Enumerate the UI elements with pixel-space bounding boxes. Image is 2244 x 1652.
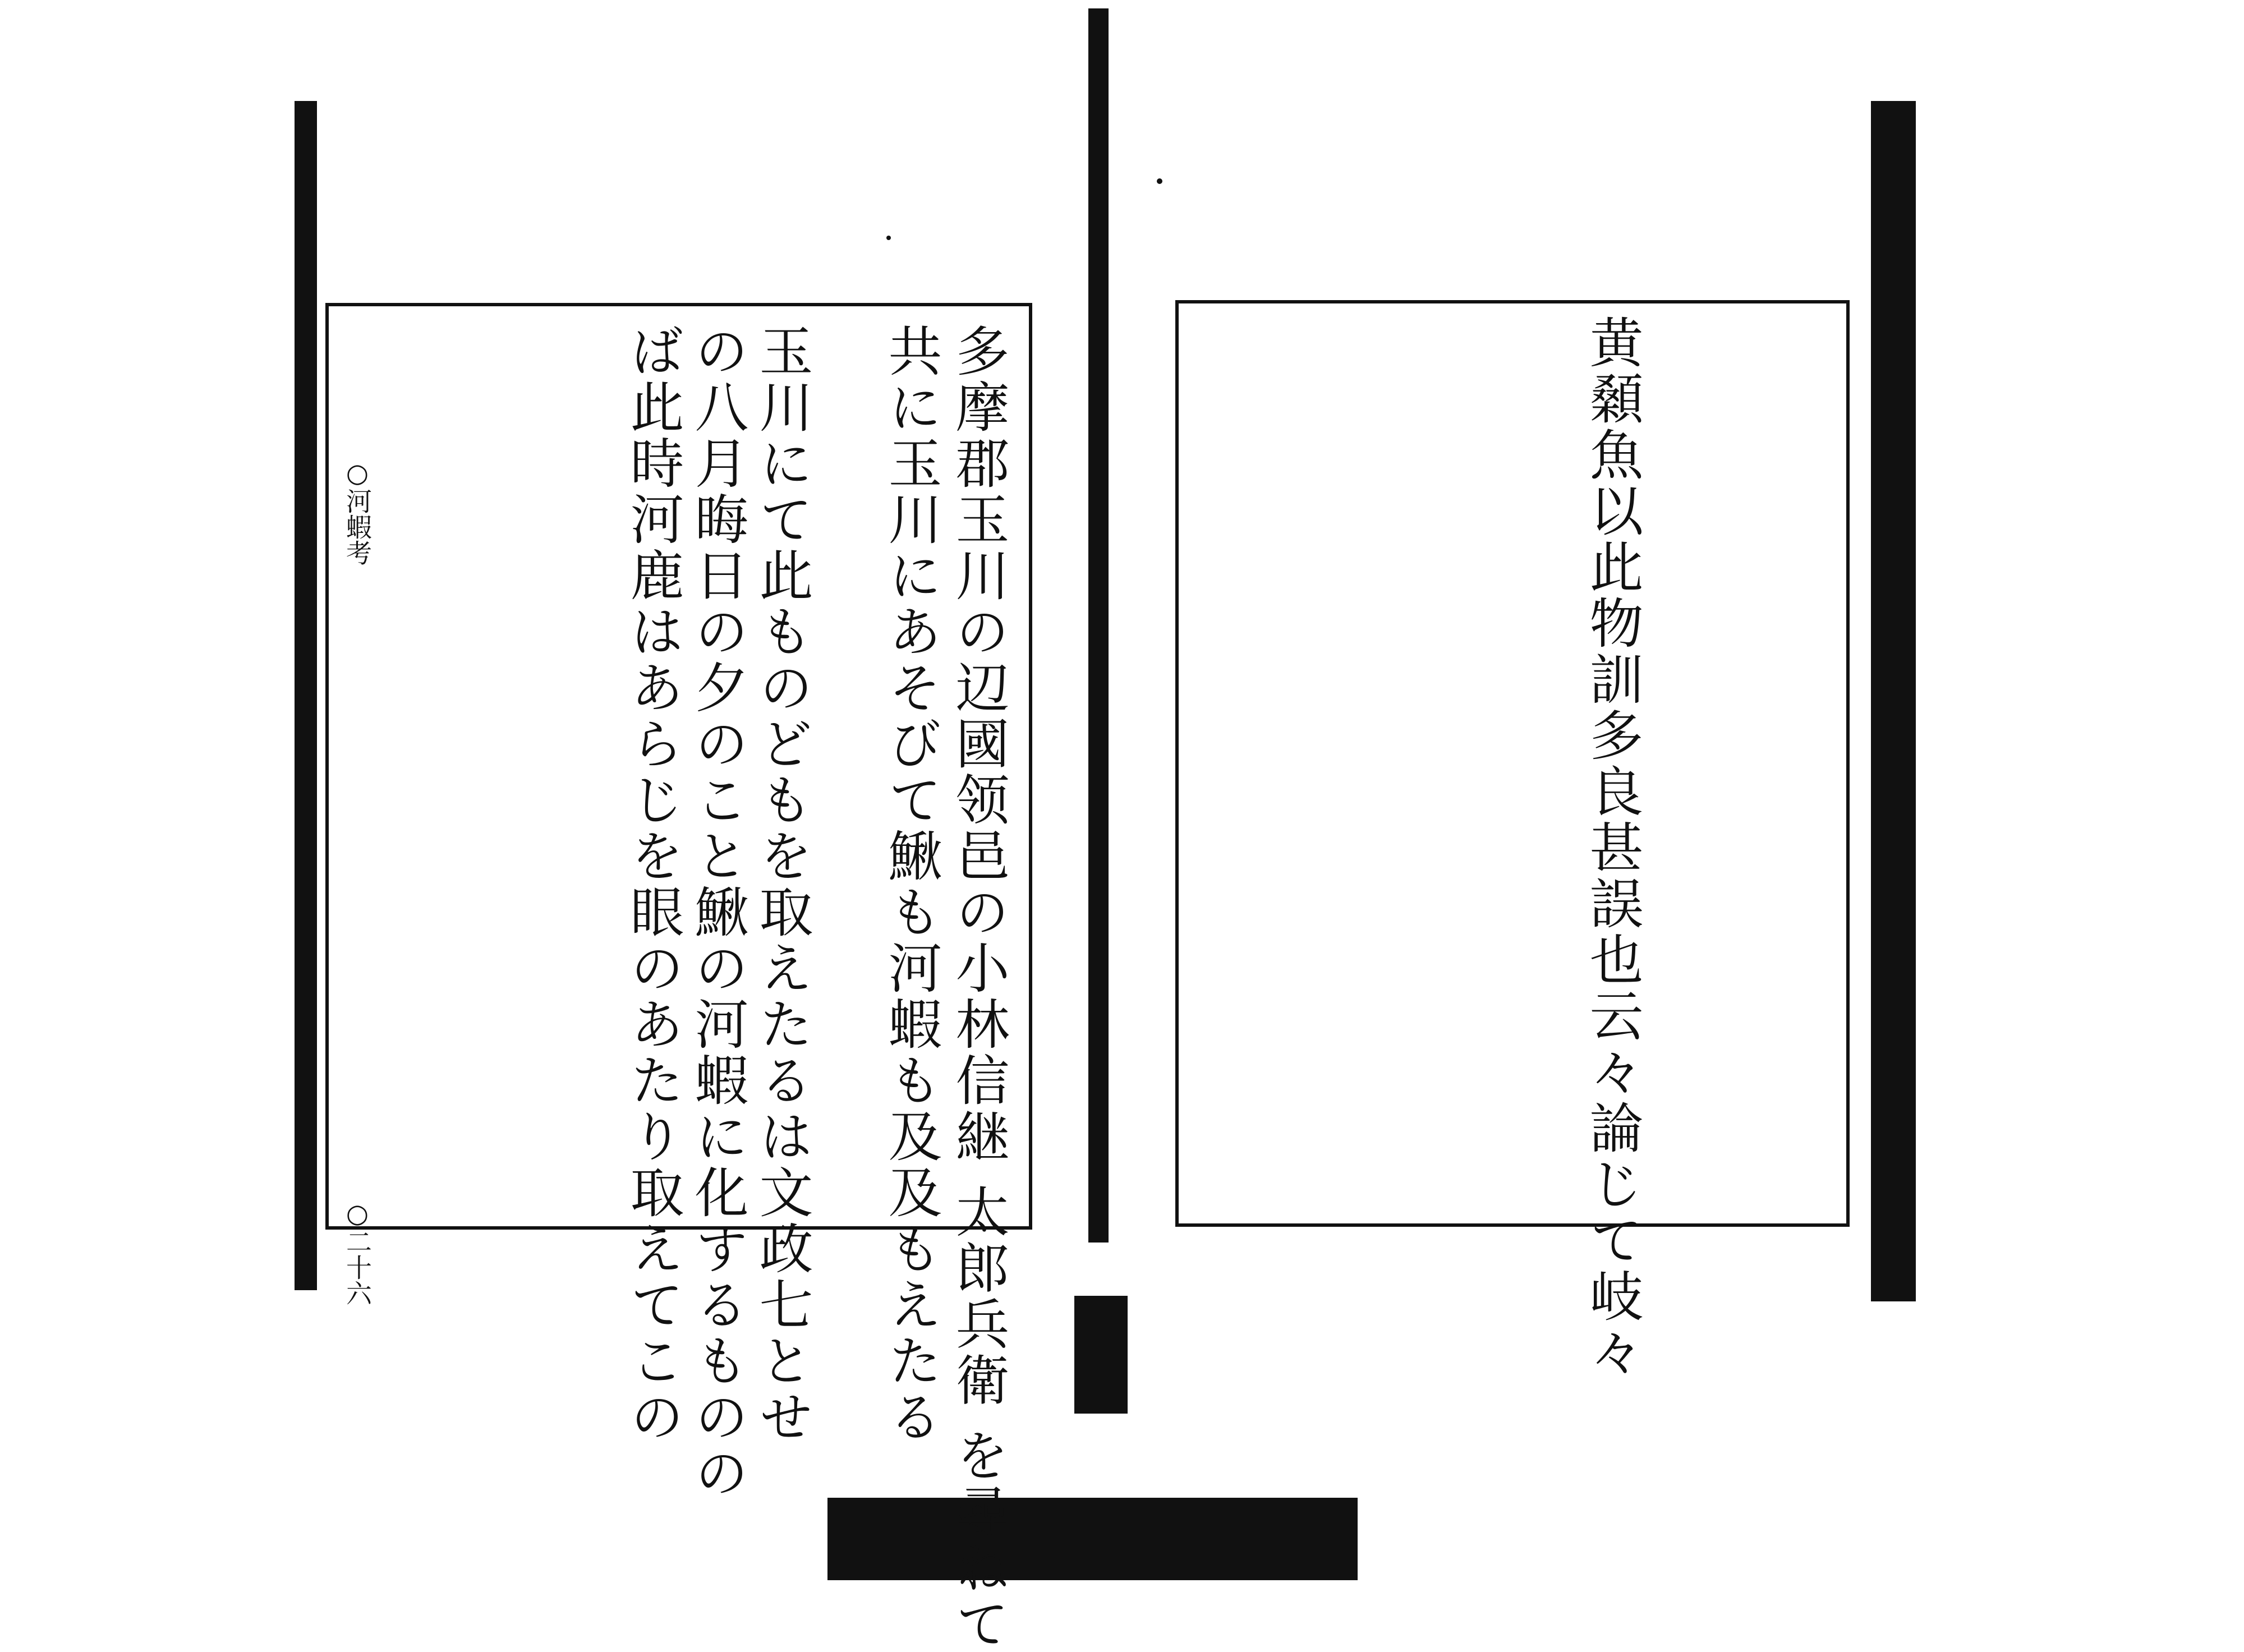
right-page-edge [1871, 101, 1916, 1301]
left-col-1: 多摩郡玉川の辺國领邑の小林信継 太郎兵衛 を尋ねて [947, 323, 1010, 1652]
left-page-frame [325, 303, 1032, 1652]
right-col-4: 黄顙魚以此物訓多良甚誤也云々論じて岐々 [1581, 315, 1644, 1380]
center-spine-top [1088, 8, 1109, 1243]
right-page-frame [1175, 300, 1850, 1380]
center-spine-base [1074, 1296, 1128, 1414]
left-col-5: の八月晦日の夕のこと鰍の河蝦に化するものの [686, 323, 749, 1501]
left-page-folio: ○二十六 [342, 1198, 373, 1306]
left-page-side-title: ○河蝦考 [342, 458, 373, 565]
left-col-4: 玉川にて此ものどもを取えたるは文政七とせ [751, 323, 813, 1445]
left-page-edge [295, 101, 317, 1290]
bottom-tab-block [827, 1498, 1358, 1580]
left-col-2: 共に玉川にあそびて鰍も河蝦も及及もえたる [880, 323, 942, 1445]
scan-speck [886, 236, 891, 240]
scan-speck [1157, 178, 1162, 184]
left-col-6: ば此時河鹿はあらじを眼のあたり取えてこの [622, 323, 684, 1445]
